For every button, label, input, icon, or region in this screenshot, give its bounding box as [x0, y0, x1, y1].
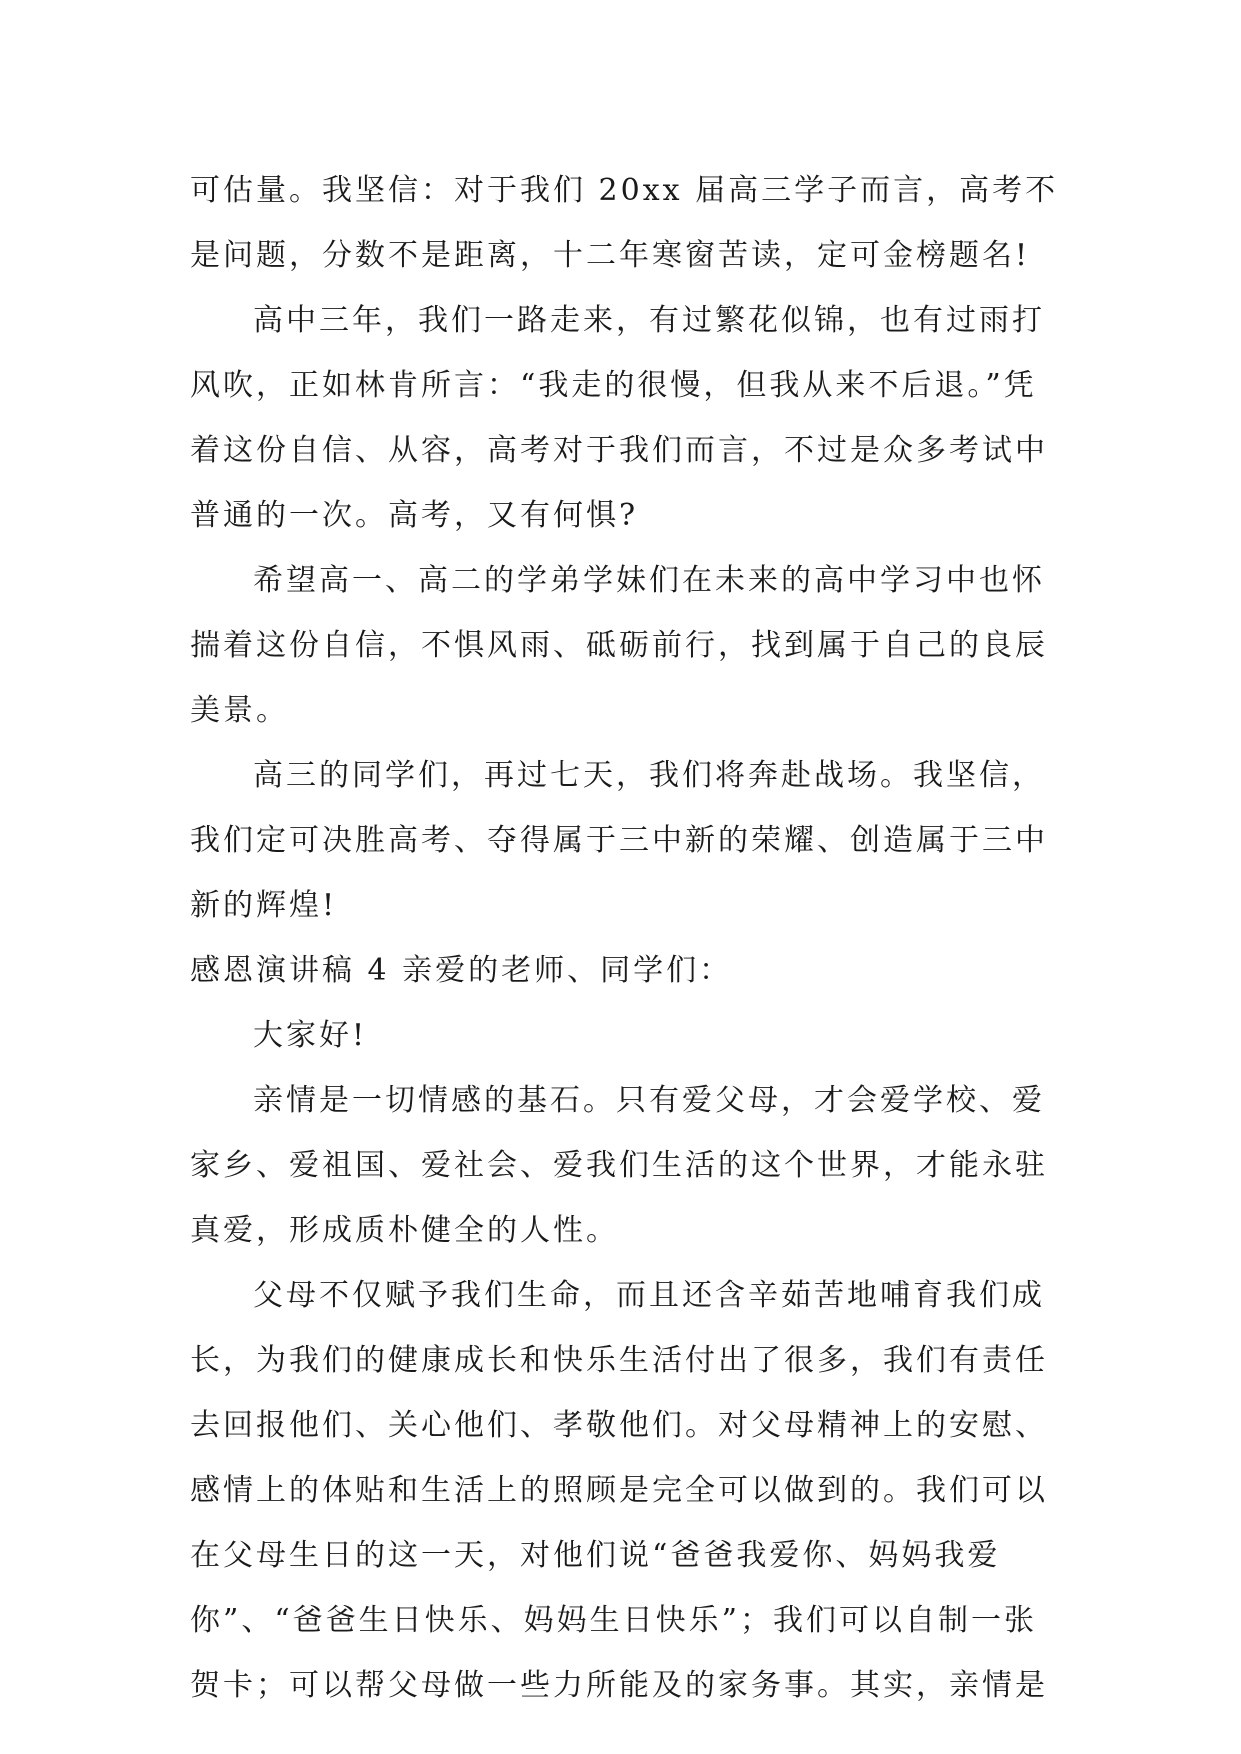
paragraph-line: 着这份自信、从容，高考对于我们而言，不过是众多考试中 — [190, 433, 1048, 468]
paragraph-line: 美景。 — [190, 693, 289, 728]
paragraph-line: 去回报他们、关心他们、孝敬他们。对父母精神上的安慰、 — [190, 1408, 1048, 1443]
paragraph-line: 在父母生日的这一天，对他们说“爸爸我爱你、妈妈我爱 — [190, 1538, 1001, 1573]
paragraph-line: 家乡、爱祖国、爱社会、爱我们生活的这个世界，才能永驻 — [190, 1148, 1048, 1183]
paragraph-line: 我们定可决胜高考、夺得属于三中新的荣耀、创造属于三中 — [190, 823, 1048, 858]
paragraph-line: 高三的同学们，再过七天，我们将奔赴战场。我坚信， — [253, 758, 1045, 793]
paragraph-line: 亲情是一切情感的基石。只有爱父母，才会爱学校、爱 — [253, 1083, 1045, 1118]
paragraph-line: 可估量。我坚信：对于我们 20xx 届高三学子而言，高考不 — [190, 173, 1059, 208]
paragraph-line: 你”、“爸爸生日快乐、妈妈生日快乐”；我们可以自制一张 — [190, 1603, 1038, 1638]
paragraph-line: 长，为我们的健康成长和快乐生活付出了很多，我们有责任 — [190, 1343, 1048, 1378]
paragraph-line: 高中三年，我们一路走来，有过繁花似锦，也有过雨打 — [253, 303, 1045, 338]
speech-heading: 感恩演讲稿 4 亲爱的老师、同学们： — [190, 953, 733, 988]
paragraph-line: 普通的一次。高考，又有何惧? — [190, 498, 639, 533]
paragraph-line: 新的辉煌! — [190, 888, 338, 923]
paragraph-line: 父母不仅赋予我们生命，而且还含辛茹苦地哺育我们成 — [253, 1278, 1045, 1313]
paragraph-line: 是问题，分数不是距离，十二年寒窗苦读，定可金榜题名! — [190, 238, 1031, 273]
paragraph-line: 贺卡；可以帮父母做一些力所能及的家务事。其实，亲情是 — [190, 1668, 1048, 1703]
paragraph-line: 真爱，形成质朴健全的人性。 — [190, 1213, 619, 1248]
document-body — [190, 158, 1060, 1718]
paragraph-line: 揣着这份自信，不惧风雨、砥砺前行，找到属于自己的良辰 — [190, 628, 1048, 663]
paragraph-line: 感情上的体贴和生活上的照顾是完全可以做到的。我们可以 — [190, 1473, 1048, 1508]
paragraph-line: 希望高一、高二的学弟学妹们在未来的高中学习中也怀 — [253, 563, 1045, 598]
greeting-line: 大家好! — [253, 1018, 368, 1053]
paragraph-line: 风吹，正如林肯所言：“我走的很慢，但我从来不后退。”凭 — [190, 368, 1037, 403]
